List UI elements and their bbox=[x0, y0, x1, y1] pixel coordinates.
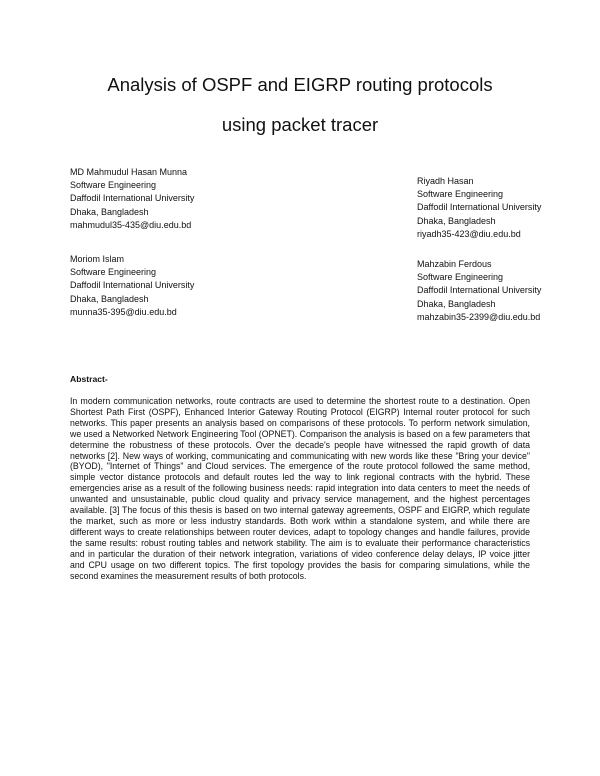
author-city: Dhaka, Bangladesh bbox=[70, 293, 149, 304]
paper-title-line-1: Analysis of OSPF and EIGRP routing protocols bbox=[107, 74, 493, 95]
author-department: Software Engineering bbox=[70, 267, 157, 278]
abstract-body: In modern communication networks, route contracts are used to determine the shortest route to a destination. Open Shortest Path First (OSPF), Enhanced Interior Gateway Routing Protocol (EIGRP) Internal router protocol for such networks. This paper presents an analysis based on comparisons of these protocols. To perform network simulation, we used a Networked Network Engineering Tool (OPNET). Comparison the analysis is based on a few parameters that determine the robustness of these protocols. Over the decade's people have witnessed the rapid growth of data networks [2]. New ways of working, communicating and communicating with new words like these "Bring your device" (BYOD), "Internet of Things" and Cloud services. The emergence of the route protocol followed the same method, simple vector distance protocols and default routes led the way to link regional contracts with the hybrid. These emergencies arise as a result of the following business needs: rapid integration into data centers to meet the needs of unwanted and unsustainable, public cloud quality and privacy service management, and the highest percentages available. [3] The focus of this thesis is based on two internal gateway agreements, OSPF and EIGRP, which regulate the market, such as more or less industry standards. Both work within a standalone system, and while there are different ways to create relationships between router devices, adapt to topology changes and handle failures, provide the same results: robust routing tables and network stability. The aim is to evaluate their performance characteristics and in particular the duration of their network integration, variations of video conference delay delays, IP voice jitter and CPU usage on two different topics. The first topology provides the basis for comparing simulations, while the second examines the measurement results of both protocols. bbox=[70, 396, 530, 581]
author-department: Software Engineering bbox=[417, 272, 504, 283]
author-university: Daffodil International University bbox=[417, 202, 542, 213]
author-name: Riyadh Hasan bbox=[417, 176, 474, 186]
author-email: mahzabin35-2399@diu.edu.bd bbox=[417, 311, 541, 322]
author-email: mahmudul35-435@diu.edu.bd bbox=[70, 219, 192, 230]
author-block-4 bbox=[417, 258, 541, 324]
author-name: Moriom Islam bbox=[70, 254, 125, 264]
author-block-1 bbox=[70, 166, 194, 232]
author-block-2 bbox=[417, 175, 541, 241]
author-city: Dhaka, Bangladesh bbox=[417, 215, 496, 226]
author-university: Daffodil International University bbox=[70, 280, 195, 291]
abstract-heading: Abstract- bbox=[70, 374, 108, 384]
author-city: Dhaka, Bangladesh bbox=[70, 206, 149, 217]
author-university: Daffodil International University bbox=[417, 285, 542, 296]
paper-title-line-2: using packet tracer bbox=[221, 114, 379, 135]
author-block-3 bbox=[70, 253, 194, 319]
author-university: Daffodil International University bbox=[70, 193, 195, 204]
author-department: Software Engineering bbox=[70, 180, 157, 191]
author-name: MD Mahmudul Hasan Munna bbox=[70, 167, 188, 177]
author-department: Software Engineering bbox=[417, 189, 504, 200]
author-name: Mahzabin Ferdous bbox=[417, 259, 492, 269]
author-email: munna35-395@diu.edu.bd bbox=[70, 306, 177, 317]
author-city: Dhaka, Bangladesh bbox=[417, 298, 496, 309]
author-email: riyadh35-423@diu.edu.bd bbox=[417, 228, 521, 239]
